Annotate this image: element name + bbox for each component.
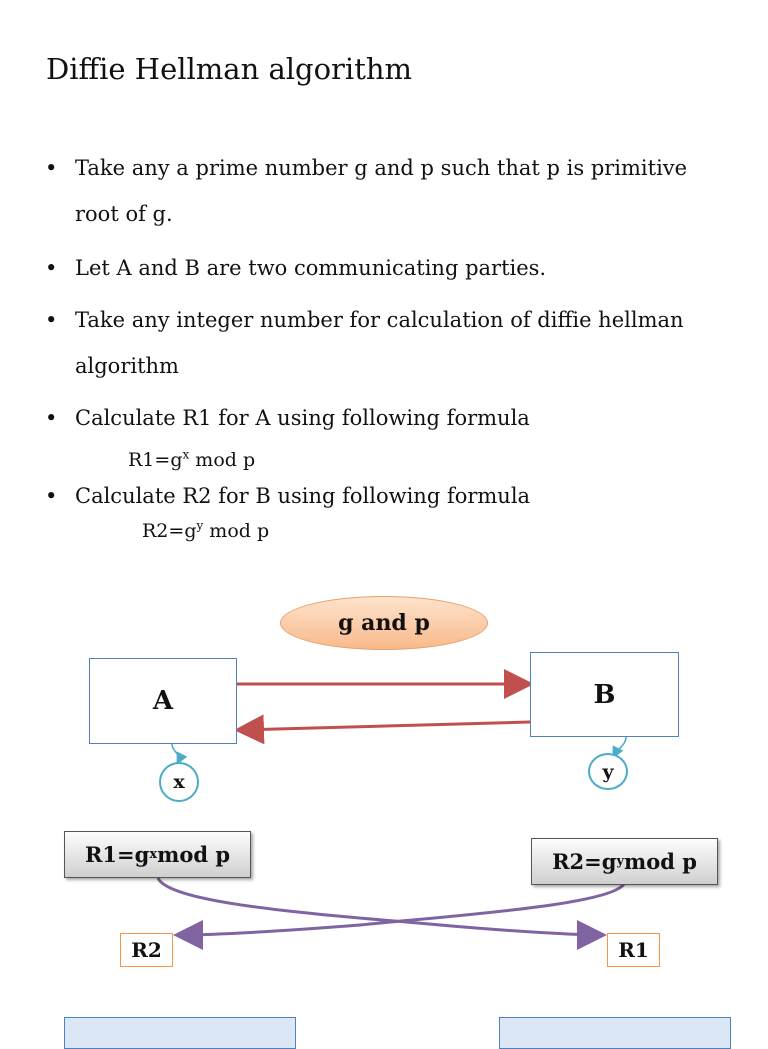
page-title: Diffie Hellman algorithm	[46, 52, 413, 86]
formula-rest: mod p	[203, 520, 270, 542]
bullet-marker: •	[45, 256, 58, 280]
formula-base: R2=g	[552, 849, 617, 874]
formula-rest: mod p	[624, 849, 697, 874]
bottom-box-left	[64, 1017, 296, 1049]
bullet-marker: •	[45, 406, 58, 430]
bullet-marker: •	[45, 484, 58, 508]
party-a-box: A	[89, 658, 237, 744]
bullet-text: Calculate R2 for B using following formula	[75, 484, 531, 508]
bullet-text: Let A and B are two communicating parties.	[75, 256, 547, 280]
bottom-box-right	[499, 1017, 731, 1049]
formula-rest: mod p	[157, 842, 230, 867]
r1-formula-box: R1=g x mod p	[64, 831, 251, 878]
shared-params-oval: g and p	[280, 596, 488, 650]
received-r2-label: R2	[120, 933, 173, 967]
bullet-marker: •	[45, 156, 58, 180]
secret-y-circle: y	[588, 753, 628, 790]
bullet-text: Calculate R1 for A using following formula	[75, 406, 530, 430]
formula-base: R2=g	[142, 520, 197, 542]
arrow-b-to-a	[240, 722, 530, 730]
formula-base: R1=g	[84, 842, 150, 867]
formula-exponent: x	[182, 447, 190, 462]
bullet-marker: •	[45, 308, 58, 332]
connector-a-x	[172, 744, 179, 762]
bullet-text-line: Take any integer number for calculation of diffie hellman	[75, 308, 684, 332]
formula-rest: mod p	[189, 449, 256, 471]
formula-base: R1=g	[128, 449, 183, 471]
bullet-text-line: Take any a prime number g and p such that p is primitive	[75, 156, 688, 180]
bullet-text-line: root of g.	[75, 202, 173, 226]
r2-formula-box: R2=g y mod p	[531, 838, 718, 885]
arrow-r2-to-left	[179, 884, 624, 935]
received-r1-label: R1	[607, 933, 660, 967]
party-b-box: B	[530, 652, 679, 737]
secret-x-circle: x	[159, 762, 199, 802]
bullet-text-line: algorithm	[75, 354, 179, 378]
connector-b-y	[614, 737, 626, 756]
formula-exponent: y	[196, 518, 204, 533]
